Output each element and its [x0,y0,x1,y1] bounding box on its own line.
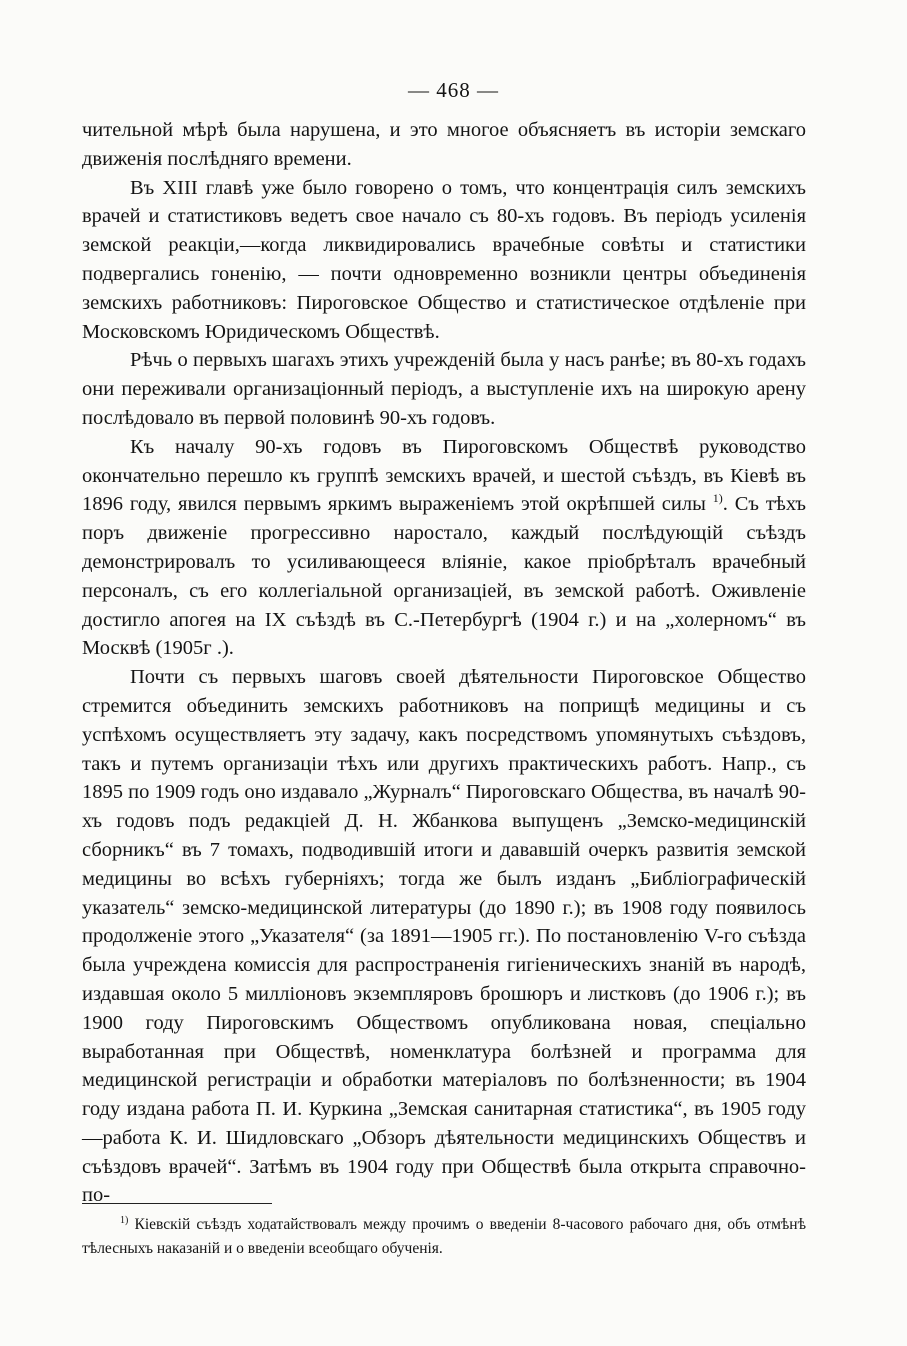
paragraph-text-end: . Съ тѣхъ поръ движеніе прогрессивно наростало, каждый послѣдующій съѣздъ демонстрировалъ то усиливающееся вліяніе, какое пріобрѣталъ врачебный персоналъ, съ его коллегіальной организаціей, въ земской работѣ. Оживленіе достигло апогея на IX съѣздѣ въ С.-Петербургѣ (1904 г.) и на „холерномъ“ въ Москвѣ (1905г .). [82,493,806,660]
footnote-text: Кіевскій съѣздъ ходатайствовалъ между прочимъ о введеніи 8-часового рабочаго дня, объ отмѣнѣ тѣлесныхъ наказаній и о введеніи всеобщаго обученія. [82,1216,807,1257]
paragraph: Въ XIII главѣ уже было говорено о томъ, что концентрація силъ земскихъ врачей и статистиковъ ведетъ свое начало съ 80-хъ годовъ. Въ періодъ усиленія земской реакціи,—когда ликвидировались врачебные совѣты и статистики подвергались гоненію, — почти одновременно возникли центры объединенія земскихъ работниковъ: Пироговское Общество и статистическое отдѣленіе при Московскомъ Юридическомъ Обществѣ. [82,176,806,343]
paragraph: Рѣчь о первыхъ шагахъ этихъ учрежденій была у насъ ранѣе; въ 80-хъ годахъ они переживали организаціонный періодъ, а выступленіе ихъ на широкую арену послѣдовало въ первой половинѣ 90-хъ годовъ. [82,349,806,429]
paragraph-text-start: Къ началу 90-хъ годовъ въ Пироговскомъ Обществѣ руководство окончательно перешло къ группѣ земскихъ врачей, и шестой съѣздъ, въ Кіевѣ въ 1896 году, явился первымъ яркимъ выраженіемъ этой окрѣпшей силы [82,435,806,516]
footnote-divider [82,1203,272,1204]
footnote-reference: 1) [712,491,723,506]
paragraph: Почти съ первыхъ шаговъ своей дѣятельности Пироговское Общество стремится объединить земскихъ работниковъ на поприщѣ медицины и съ успѣхомъ осуществляетъ эту задачу, какъ посредствомъ упомянутыхъ съѣздовъ, такъ и путемъ организаціи тѣхъ или другихъ практическихъ работъ. Напр., съ 1895 по 1909 годъ оно издавало „Журналъ“ Пироговскаго Общества, въ началѣ 90-хъ годовъ подъ редакціей Д. Н. Жбанкова выпущенъ „Земско-медицинскій сборникъ“ въ 7 томахъ, подводившій итоги и дававшій очеркъ развитія земской медицины во всѣхъ губерніяхъ; тогда же былъ изданъ „Библіографическій указатель“ земско-медицинской литературы (до 1890 г.); въ 1908 году появилось продолженіе этого „Указателя“ (за 1891—1905 гг.). По постановленію V-го съѣзда была учреждена комиссія для распространенія гигіеническихъ знаній въ народѣ, издавшая около 5 милліоновъ экземпляровъ брошюръ и листковъ (до 1906 г.); въ 1900 году Пироговскимъ Обществомъ опубликована новая, спеціально выработанная при Обществѣ, номенклатура болѣзней и программа для медицинской регистраціи и обработки матеріаловъ по болѣзненности; въ 1904 году издана работа П. И. Куркина „Земская санитарная статистика“, въ 1905 году—работа К. И. Шидловскаго „Обзоръ дѣятельности медицинскихъ Обществъ и съѣздовъ врачей“. Затѣмъ въ 1904 году при Обществѣ была открыта справочно-по- [82,666,806,1207]
paragraph-with-footnote [82,433,806,663]
page-number: — 468 — [408,78,499,102]
paragraph-continuation: чительной мѣрѣ была нарушена, и это многое объясняетъ въ исторіи земскаго движенія послѣдняго времени. [82,119,806,170]
footnote [82,1213,806,1261]
body-text [82,116,806,1210]
footnote-mark: 1) [120,1214,129,1226]
